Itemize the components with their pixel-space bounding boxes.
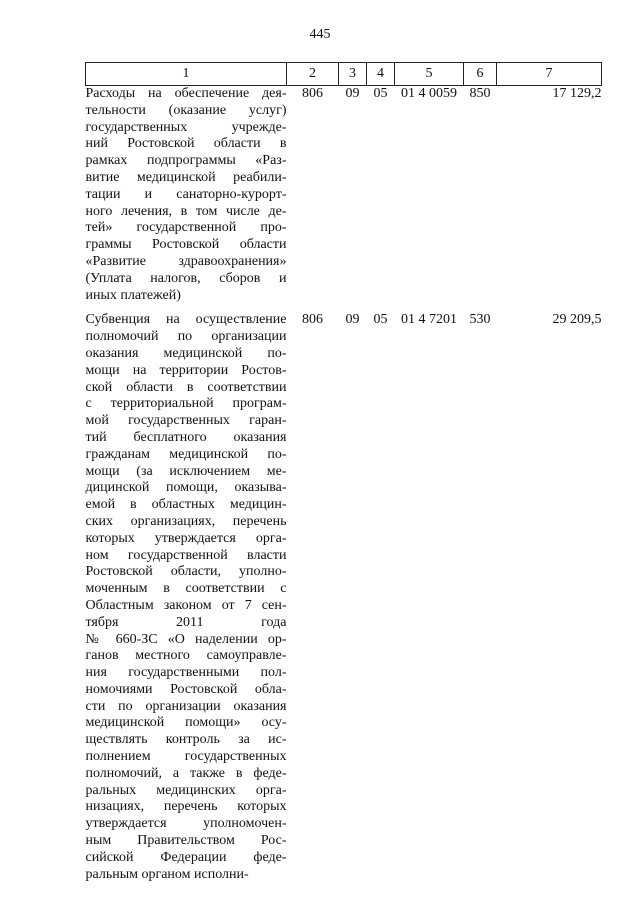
description-line: мощи (за исключением ме- [85,463,287,479]
row-target-code: 01 4 0059 [401,86,457,101]
description-line: «Развитие здравоохранения» [85,253,287,269]
row-description [86,86,287,305]
page-number: 445 [309,27,331,42]
description-line: которых утверждается орга- [85,530,287,546]
description-line: тельности (оказание услуг) [85,102,287,118]
header-col-4: 4 [367,63,395,86]
description-line: Ростовской области, уполно- [85,564,287,580]
description-line: ний Ростовской области в [85,136,287,152]
description-line: медицинской помощи» осу- [85,715,287,731]
description-line: ральным органом исполни- [85,866,249,882]
description-line: гражданам медицинской по- [85,446,287,462]
description-line: тации и санаторно-курорт- [85,186,287,202]
description-line: ного лечения, в том числе де- [85,203,287,219]
description-line: моченным в соответствии с [85,581,287,597]
description-line: низациях, перечень которых [85,799,287,815]
description-line: № 660-ЗС «О наделении ор- [85,631,287,647]
table-row [86,312,602,883]
description-line: Областным законом от 7 сен- [85,597,287,613]
description-line: номочиями Ростовской обла- [85,681,287,697]
row-expense-type-code: 530 [469,312,491,328]
description-line: (Уплата налогов, сборов и [85,270,287,286]
row-expense-type-code: 850 [469,86,491,101]
description-line: емой в областных медицин- [85,497,287,513]
header-col-3: 3 [339,63,367,86]
description-line: ным Правительством Рос- [85,833,287,849]
description-line: оказания медицинской по- [85,345,287,361]
description-line: сти по организации оказания [85,698,287,714]
row-spacer [86,304,602,312]
table-body [86,86,602,884]
row-ministry-code: 806 [302,312,323,328]
description-line: полнением государственных [85,749,287,765]
description-line: мощи на территории Ростов- [85,362,287,378]
row-target-code: 01 4 7201 [401,312,457,328]
description-line: утверждается уполномочен- [85,816,287,832]
description-line: полномочий по организации [85,329,287,345]
row-section-code: 09 [345,312,360,328]
header-col-7: 7 [497,63,602,86]
description-line: тября 2011 года [85,614,287,630]
description-line: ских организациях, перечень [85,513,287,529]
description-line: тий бесплатного оказания [85,429,287,445]
description-line: ской области в соответствии [85,379,287,395]
header-col-2: 2 [287,63,339,86]
description-line: дицинской помощи, оказыва- [85,480,287,496]
description-line: граммы Ростовской области [85,237,287,253]
description-line: тей» государственной про- [85,220,287,236]
row-section-code: 09 [345,86,360,101]
description-line: витие медицинской реабили- [85,169,287,185]
row-description [86,312,287,883]
description-line: полномочий, а также в феде- [85,765,287,781]
row-subsection-code: 05 [373,86,388,101]
description-line: ном государственной власти [85,547,287,563]
header-col-6: 6 [464,63,497,86]
header-col-1: 1 [86,63,287,86]
description-line: иных платежей) [85,287,181,303]
description-line: ральных медицинских орга- [85,782,287,798]
description-line: сийской Федерации феде- [85,849,287,865]
row-ministry-code: 806 [302,86,323,101]
description-line: Расходы на обеспечение дея- [85,86,287,101]
description-line: ганов местного самоуправле- [85,648,287,664]
header-row [86,63,602,86]
description-line: рамках подпрограммы «Раз- [85,153,287,169]
description-line: с территориальной програм- [85,396,287,412]
description-line: мой государственных гаран- [85,413,287,429]
row-subsection-code: 05 [373,312,388,328]
table-row [86,86,602,305]
header-col-5: 5 [395,63,464,86]
description-line: ществлять контроль за ис- [85,732,287,748]
row-amount: 29 209,5 [552,312,602,328]
row-amount: 17 129,2 [552,86,602,101]
description-line: государственных учрежде- [85,119,287,135]
budget-table [85,62,602,883]
description-line: Субвенция на осуществление [85,312,287,328]
description-line: ния государственными пол- [85,665,287,681]
